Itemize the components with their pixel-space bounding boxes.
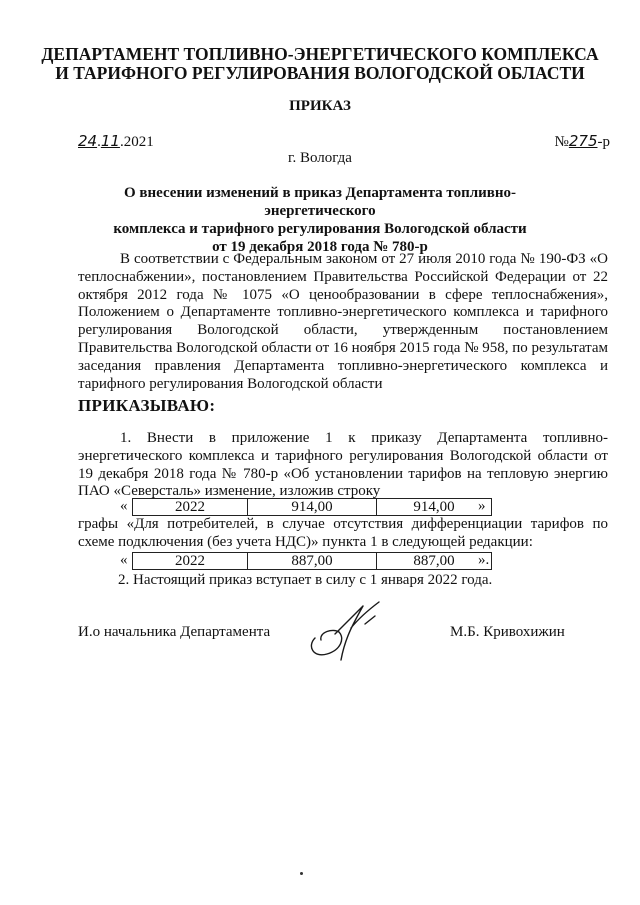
subject-line3: от 19 декабря 2018 года № 780-р	[212, 239, 428, 255]
city: г. Вологда	[288, 150, 352, 166]
row-old-open-quote: «	[120, 498, 128, 514]
row-new-value2: 887,00	[377, 553, 492, 570]
tariff-row-new	[78, 552, 608, 570]
subject-line2: комплекса и тарифного регулирования Вологодской области	[113, 221, 527, 237]
number-prefix: №	[554, 134, 569, 150]
number-suffix: -р	[597, 134, 610, 150]
preamble-paragraph: В соответствии с Федеральным законом от 27 июля 2010 года № 190-ФЗ «О теплоснабжении», постановлением Правительства Российской Федерации от 22 октября 2012 года № 1075 «О ценообразовании в сфере теплоснабжения», Положением о Департаменте топливно-энергетического комплекса и тарифного регулирования Вологодской области, утвержденным постановлением Правительства Вологодской области от 16 ноября 2015 года № 958, по результатам заседания правления Департамента топливно-энергетического комплекса и тарифного регулирования Вологодской области	[78, 251, 608, 392]
row-new-close-quote: ».	[478, 552, 490, 568]
order-title: ПРИКАЗ	[289, 98, 351, 114]
row-old-value1: 914,00	[248, 499, 377, 516]
number-value: 275	[568, 132, 598, 150]
item1-continuation: графы «Для потребителей, в случае отсутствия дифференциации тарифов по схеме подключения (без учета НДС)» пункта 1 в следующей редакции:	[78, 516, 608, 550]
date-year: .2021	[119, 134, 154, 150]
row-new-open-quote: «	[120, 552, 128, 568]
department-name-line2: И ТАРИФНОГО РЕГУЛИРОВАНИЯ ВОЛОГОДСКОЙ ОБЛАСТИ	[55, 63, 585, 83]
date-month: 11	[100, 132, 120, 150]
row-old-year: 2022	[133, 499, 248, 516]
row-new-value1: 887,00	[248, 553, 377, 570]
command-word: ПРИКАЗЫВАЮ:	[78, 396, 216, 415]
row-new-table	[132, 552, 492, 570]
handwritten-signature	[305, 598, 395, 664]
signatory-role: И.о начальника Департамента	[78, 624, 271, 640]
order-subject	[70, 184, 570, 256]
date-day: 24	[78, 132, 98, 150]
department-name-line1: ДЕПАРТАМЕНТ ТОПЛИВНО-ЭНЕРГЕТИЧЕСКОГО КОМПЛЕКСА	[41, 44, 599, 64]
signatory-name: М.Б. Кривохижин	[450, 624, 565, 640]
row-new-year: 2022	[133, 553, 248, 570]
tariff-row-old	[78, 498, 608, 516]
item1-paragraph	[78, 430, 608, 501]
row-old-table	[132, 498, 492, 516]
subject-line1: О внесении изменений в приказ Департамента топливно-энергетического	[123, 185, 517, 219]
order-number	[555, 132, 610, 151]
page-mark	[300, 872, 303, 875]
order-date: 24.11.2021	[78, 132, 154, 150]
row-old-close-quote: »	[478, 498, 486, 514]
item1-text-b: «Об установлении тарифов на тепловую энергию ПАО «Северсталь» изменение, изложив строку	[78, 465, 608, 500]
item2-paragraph: 2. Настоящий приказ вступает в силу с 1 января 2022 года.	[118, 572, 493, 588]
item1-text-a: 1. Внести в приложение 1 к приказу Департамента топливно-энергетического комплекса и тарифного регулирования Вологодской области от 19 декабря 2018 года № 780-р	[78, 430, 608, 482]
row-old-value2: 914,00	[377, 499, 492, 516]
